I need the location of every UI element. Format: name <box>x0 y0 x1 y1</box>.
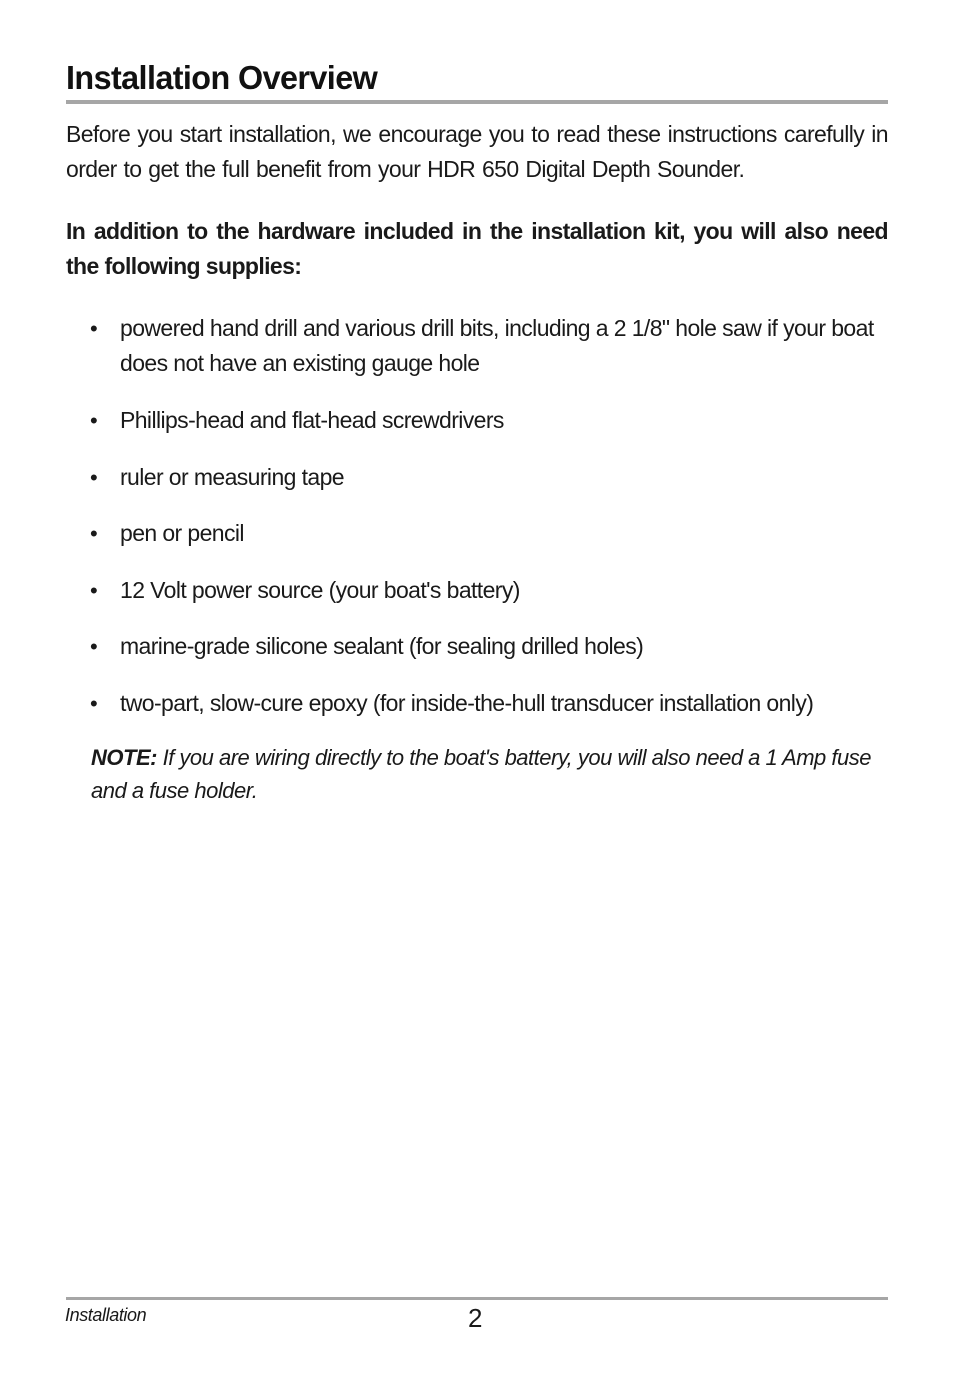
list-item <box>90 573 888 608</box>
note-text: If you are wiring directly to the boat's battery, you will also need a 1 Amp fuse and a fuse holder. <box>91 745 871 803</box>
note-paragraph <box>91 741 888 807</box>
manual-page <box>66 0 888 1378</box>
supplies-heading: In addition to the hardware included in the installation kit, you will also need the following supplies: <box>66 218 888 279</box>
list-item <box>90 460 888 495</box>
list-item-text: Phillips-head and flat-head screwdrivers <box>120 407 504 433</box>
list-item-text: two-part, slow-cure epoxy (for inside-the-hull transducer installation only) <box>120 690 814 716</box>
bullet-icon: • <box>90 316 98 341</box>
intro-paragraph: Before you start installation, we encourage you to read these instructions carefully in order to get the full benefit from your HDR 650 Digital Depth Sounder. <box>66 121 888 182</box>
footer-section-name: Installation <box>65 1305 147 1325</box>
bullet-icon: • <box>90 691 98 716</box>
title-divider <box>66 100 888 104</box>
bullet-icon: • <box>90 578 98 603</box>
note-label: NOTE: <box>91 745 157 770</box>
list-item-text: 12 Volt power source (your boat's battery) <box>120 577 520 603</box>
list-item <box>90 403 888 438</box>
list-item-text: powered hand drill and various drill bits, including a 2 1/8" hole saw if your boat does not have an existing gauge hole <box>120 315 874 376</box>
list-item-text: marine-grade silicone sealant (for sealing drilled holes) <box>120 633 644 659</box>
bullet-icon: • <box>90 521 98 546</box>
list-item <box>90 686 888 721</box>
list-item-text: ruler or measuring tape <box>120 464 344 490</box>
bullet-icon: • <box>90 634 98 659</box>
bullet-icon: • <box>90 408 98 433</box>
page-number: 2 <box>468 1303 482 1333</box>
list-item <box>90 516 888 551</box>
footer-divider <box>66 1297 888 1300</box>
bullet-icon: • <box>90 465 98 490</box>
list-item <box>90 311 888 381</box>
list-item-text: pen or pencil <box>120 520 244 546</box>
page-title: Installation Overview <box>66 59 378 96</box>
list-item <box>90 629 888 664</box>
